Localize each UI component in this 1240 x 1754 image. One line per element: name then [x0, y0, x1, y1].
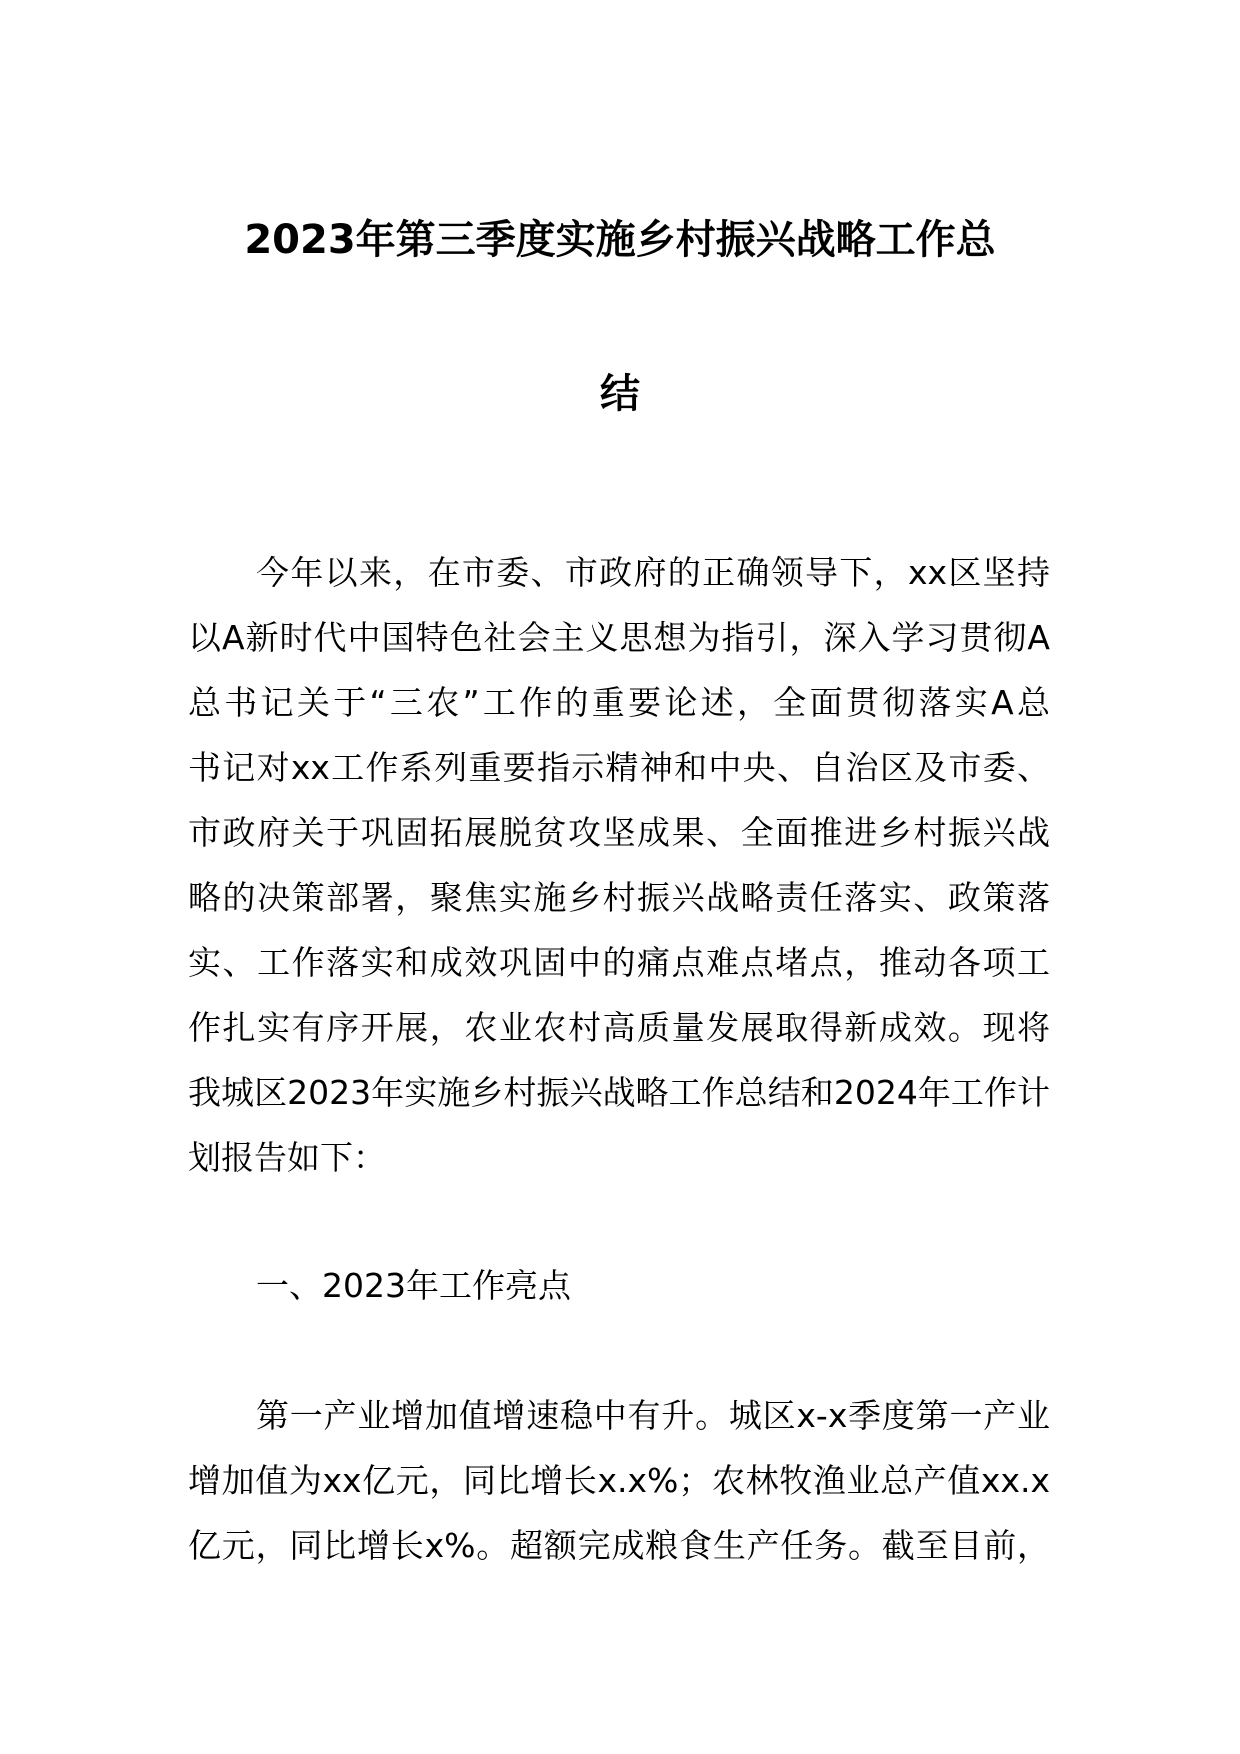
text-line: 我城区2023年实施乡村振兴战略工作总结和2024年工作计: [188, 1073, 1050, 1112]
text-line: 市政府关于巩固拓展脱贫攻坚成果、全面推进乡村振兴战: [188, 813, 1050, 852]
text-line: 增加值为xx亿元，同比增长x.x%；农林牧渔业总产值xx.x: [188, 1461, 1050, 1500]
text-line: 略的决策部署，聚焦实施乡村振兴战略责任落实、政策落: [188, 878, 1050, 917]
text-line: 作扎实有序开展，农业农村高质量发展取得新成效。现将: [188, 1008, 1050, 1047]
text-line: 书记对xx工作系列重要指示精神和中央、自治区及市委、: [188, 748, 1050, 787]
text-line: 亿元，同比增长x%。超额完成粮食生产任务。截至目前，: [188, 1526, 1050, 1565]
text-line: 今年以来，在市委、市政府的正确领导下，xx区坚持: [256, 553, 1050, 592]
text-line: 第一产业增加值增速稳中有升。城区x-x季度第一产业: [256, 1396, 1050, 1435]
text-line: 以A新时代中国特色社会主义思想为指引，深入学习贯彻A: [188, 618, 1050, 657]
heading-text: 一、2023年工作亮点: [256, 1266, 571, 1305]
document-title-line-1: 2023年第三季度实施乡村振兴战略工作总: [244, 217, 996, 263]
document-title-line-2: 结: [600, 371, 640, 417]
text-line: 总书记关于“三农”工作的重要论述，全面贯彻落实A总: [188, 683, 1050, 722]
text-line: 实、工作落实和成效巩固中的痛点难点堵点，推动各项工: [188, 943, 1050, 982]
text-line: 划报告如下：: [188, 1138, 386, 1177]
paragraph-intro: [188, 540, 1050, 1190]
section-heading: [188, 1253, 1050, 1318]
paragraph-highlights: [188, 1383, 1050, 1578]
